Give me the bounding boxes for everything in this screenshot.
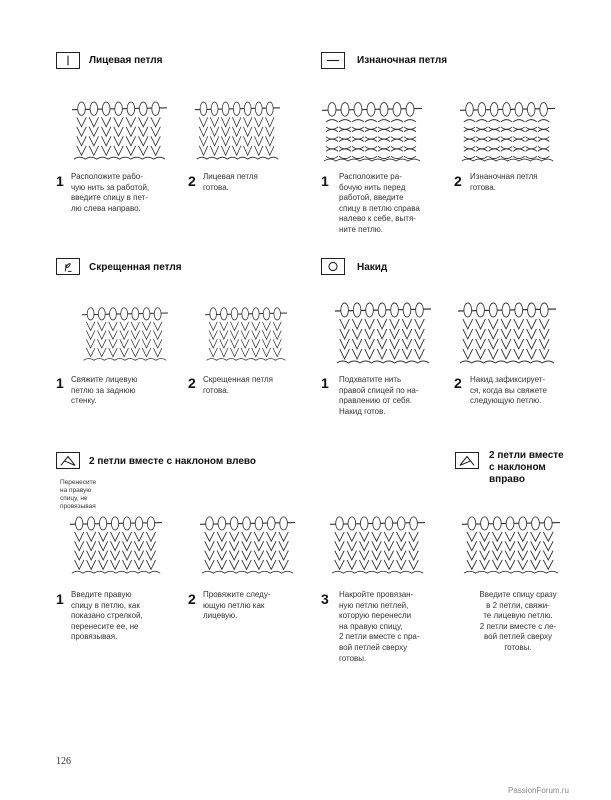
watermark: PassionForum.ru [508, 786, 569, 795]
k2tog-left-step2-text: Провяжите следу- ющую петлю как лицевую. [203, 590, 271, 621]
knit-step2-text: Лицевая петля готова. [203, 172, 258, 192]
knit-symbol [56, 52, 80, 69]
twisted-step1-illustration [82, 292, 168, 362]
knit-step2-illustration [195, 85, 280, 161]
twisted-step1-text: Свяжите лицевую петлю за заднюю стенку. [71, 375, 138, 406]
purl-step2-illustration [460, 85, 555, 163]
purl-step1-illustration [322, 85, 422, 163]
yarnover-step2-text: Накид зафиксирует- ся, когда вы свяжете следующую петлю. [470, 375, 547, 406]
purl-step1-text: Расположите ра- бочую нить перед работой, введите спицу в петлю справа налево к себе, вытя- ните петлю. [339, 172, 420, 234]
knit-step1-illustration [72, 85, 167, 161]
purl-step2-text: Изнаночная петля готова. [470, 172, 538, 192]
twisted-step1-number: 1 [56, 375, 64, 391]
section-title-k2tog-right: 2 петли вместе с наклоном вправо [489, 450, 564, 485]
page-number: 126 [56, 756, 71, 767]
twisted-symbol [56, 258, 80, 275]
knit-step1-number: 1 [56, 173, 64, 189]
k2tog-right-text: Введите спицу сразу в 2 петли, свяжи- те лицевую петлю. 2 петли вместе с ле- вой петлей сверху готовы. [479, 590, 557, 652]
k2tog-left-step2-number: 2 [188, 591, 196, 607]
twisted-step2-illustration [205, 292, 287, 362]
yarnover-step1-text: Подхватите нить правой спицей по на- правлению от себя. Накид готов. [339, 375, 419, 416]
k2tog-left-step3-text: Накройте провязан- ную петлю петлей, которую перенесли на правую спицу, 2 петли вместе с пра- вой петлей сверху готовы. [339, 590, 420, 663]
yarnover-step2-illustration [458, 285, 556, 365]
twisted-step2-text: Скрещенная петля готова. [203, 375, 273, 395]
section-title-yarnover: Накид [357, 262, 388, 273]
section-title-knit: Лицевая петля [89, 55, 163, 66]
yarnover-symbol [321, 258, 345, 275]
section-title-k2tog-left: 2 петли вместе с наклоном влево [89, 456, 257, 467]
knit-step2-number: 2 [188, 173, 196, 189]
purl-symbol [321, 52, 345, 69]
k2tog-right-illustration [462, 500, 560, 575]
twisted-step2-number: 2 [188, 375, 196, 391]
purl-step2-number: 2 [454, 173, 462, 189]
k2tog-left-step1-illustration [70, 500, 162, 575]
k2tog-left-annotation: Перенесите на правую спицу, не провязывая [60, 479, 97, 510]
section-title-purl: Изнаночная петля [357, 55, 448, 66]
purl-step1-number: 1 [321, 173, 329, 189]
k2tog-left-step3-illustration [330, 500, 425, 575]
yarnover-step1-number: 1 [321, 375, 329, 391]
k2tog-left-step2-illustration [200, 500, 295, 575]
k2tog-left-step1-text: Введите правую спицу в петлю, как показано стрелкой, перенесите ее, не провязывая. [71, 590, 143, 642]
k2tog-right-symbol [455, 452, 479, 469]
section-title-twisted: Скрещенная петля [89, 262, 182, 273]
yarnover-step2-number: 2 [454, 375, 462, 391]
yarnover-step1-illustration [335, 285, 431, 365]
k2tog-left-symbol [56, 452, 80, 469]
k2tog-left-step1-number: 1 [56, 591, 64, 607]
knit-step1-text: Расположите рабо- чую нить за работой, введите спицу в пет- лю слева направо. [71, 172, 150, 213]
k2tog-left-step3-number: 3 [321, 591, 329, 607]
